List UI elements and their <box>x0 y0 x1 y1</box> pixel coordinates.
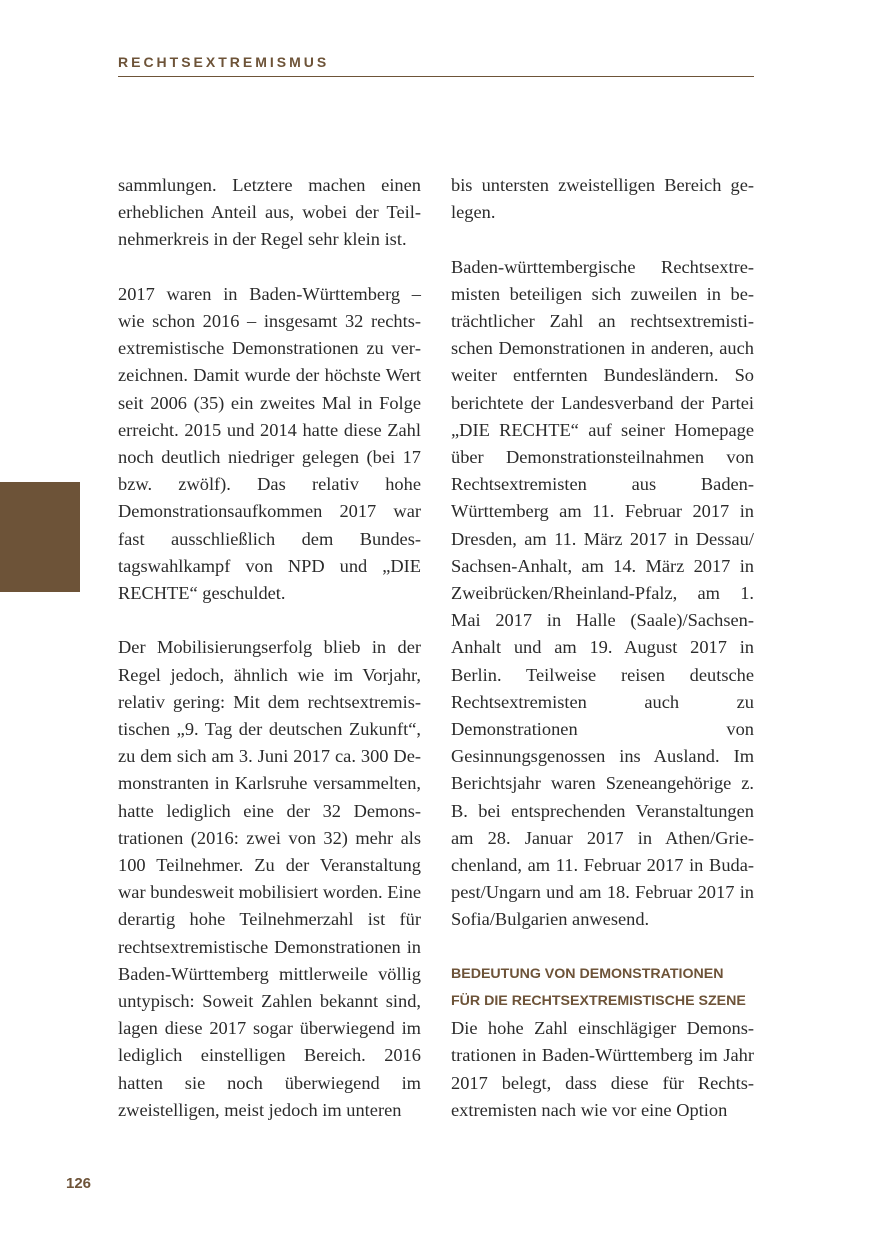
right-column <box>451 172 754 1124</box>
header-rule <box>118 76 754 77</box>
right-paragraph-3: Die hohe Zahl einschlägiger Demonstrationen in Baden-Württemberg im Jahr 2017 belegt, dass diese für Rechtsextremisten nach wie vor eine Option <box>451 1018 754 1120</box>
section-heading: BEDEUTUNG VON DEMONSTRATIONEN FÜR DIE RECHTSEXTREMISTISCHE SZENE <box>451 965 746 1010</box>
left-paragraph-3: Der Mobilisierungserfolg blieb in der Regel jedoch, ähnlich wie im Vorjahr, relativ gering: Mit dem rechtsextremistischen „9. Tag der deutschen Zukunft“, zu dem sich am 3. Juni 2017 ca. 300 Demonstranten in Karlsruhe versammelten, hatte lediglich eine der 32 Demonstrationen (2016: zwei von 32) mehr als 100 Teilnehmer. Zu der Veranstaltung war bundesweit mobilisiert worden. Eine derartig hohe Teilnehmerzahl ist für rechtsextremistische Demonstrationen in Baden-Württemberg mittlerweile völlig untypisch: Soweit Zahlen bekannt sind, lagen diese 2017 sogar überwiegend im lediglich einstelligen Bereich. 2016 hatten sie noch überwiegend im zweistelligen, meist jedoch im unteren <box>118 637 421 1120</box>
right-paragraph-1: bis untersten zweistelligen Bereich gelegen. <box>451 175 754 223</box>
left-paragraph-1: sammlungen. Letztere machen einen erheblichen Anteil aus, wobei der Teilnehmerkreis in der Regel sehr klein ist. <box>118 175 421 250</box>
page-number: 126 <box>66 1175 92 1192</box>
left-paragraph-2: 2017 waren in Baden-Württemberg – wie schon 2016 – insgesamt 32 rechtsextremistische Demonstrationen zu verzeichnen. Damit wurde der höchste Wert seit 2006 (35) ein zweites Mal in Folge erreicht. 2015 und 2014 hatte diese Zahl noch deutlich niedriger gelegen (bei 17 bzw. zwölf). Das relativ hohe Demonstrationsaufkommen 2017 war fast ausschließlich dem Bundestagswahlkampf von NPD und „DIE RECHTE“ geschuldet. <box>118 283 421 604</box>
right-paragraph-2: Baden-württembergische Rechtsextremisten beteiligen sich zuweilen in beträchtlicher Zahl an rechtsextremistischen Demonstrationen in anderen, auch weiter entfernten Bundesländern. So berichtete der Landesverband der Partei „DIE RECHTE“ auf seiner Homepage über Demonstrationsteilnahmen von Rechtsextremisten aus Baden-Württemberg am 11. Februar 2017 in Dresden, am 11. März 2017 in Dessau/ Sachsen-Anhalt, am 14. März 2017 in Zweibrücken/Rheinland-Pfalz, am 1. Mai 2017 in Halle (Saale)/Sachsen-Anhalt und am 19. August 2017 in Berlin. Teilweise reisen deutsche Rechtsextremisten auch zu Demonstrationen von Gesinnungsgenossen ins Ausland. Im Berichtsjahr waren Szeneangehörige z. B. bei entsprechenden Veranstaltungen am 28. Januar 2017 in Athen/Griechenland, am 11. Februar 2017 in Budapest/Ungarn und am 18. Februar 2017 in Sofia/Bulgarien anwesend. <box>451 256 754 930</box>
running-header: RECHTSEXTREMISMUS <box>118 54 330 70</box>
chapter-side-tab <box>0 482 80 592</box>
left-column <box>118 172 421 1124</box>
